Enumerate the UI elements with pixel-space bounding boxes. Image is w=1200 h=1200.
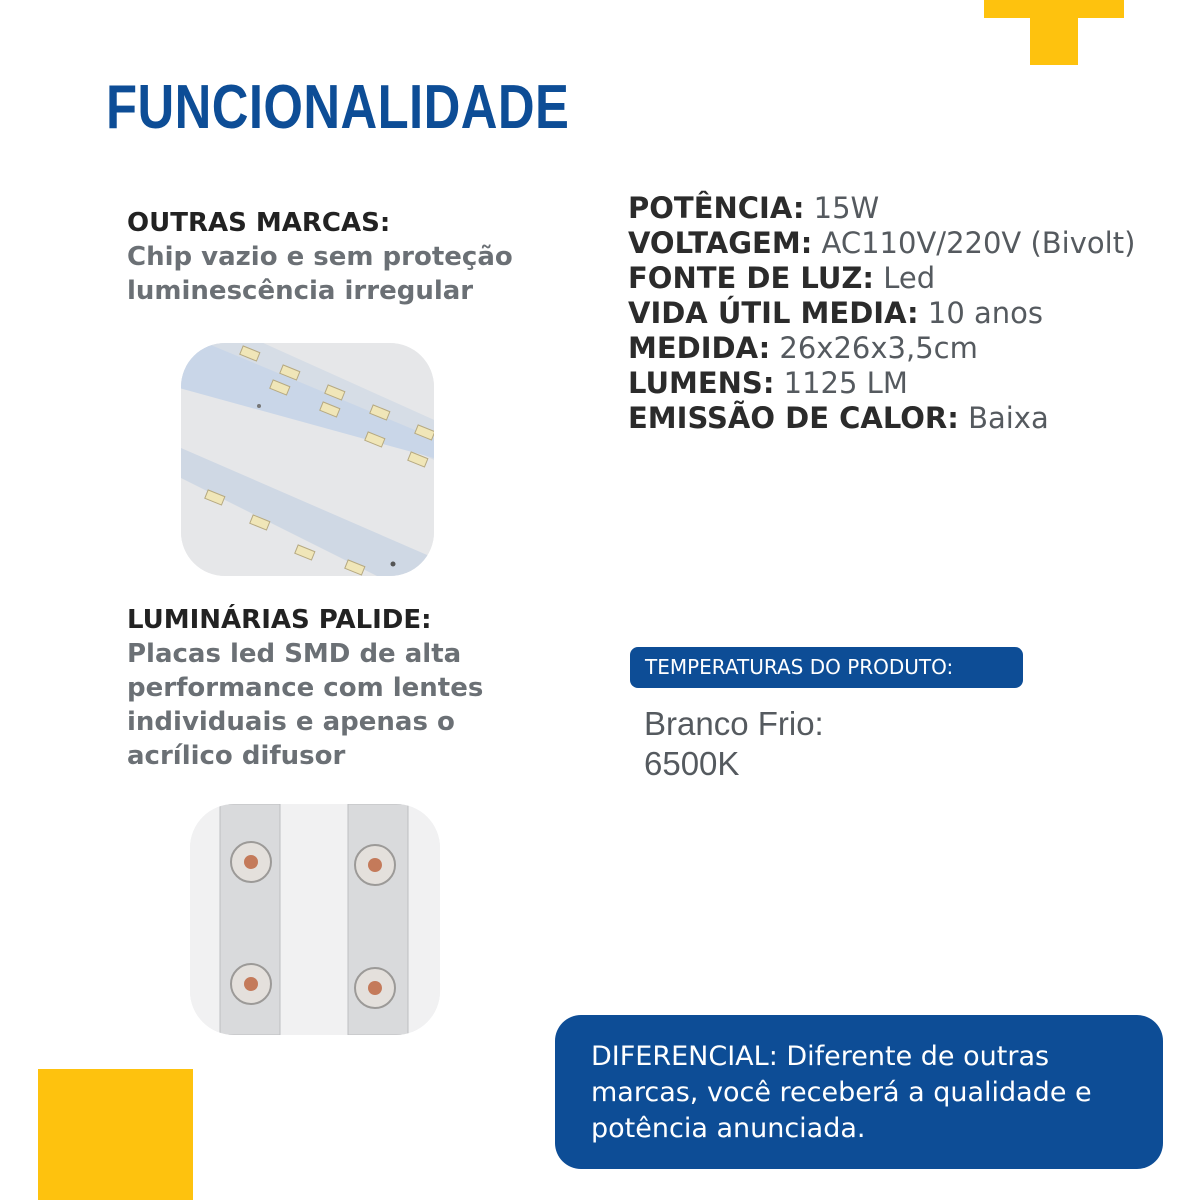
differential-box — [555, 1015, 1163, 1169]
led-strip-photo — [181, 343, 434, 576]
spec-value: AC110V/220V (Bivolt) — [812, 226, 1136, 260]
spec-key: MEDIDA: — [628, 331, 771, 365]
spec-row — [628, 401, 1135, 436]
other-brands-block — [127, 206, 513, 308]
palide-heading: LUMINÁRIAS PALIDE: — [127, 605, 432, 635]
other-brands-heading: OUTRAS MARCAS: — [127, 208, 391, 238]
other-brands-line: Chip vazio e sem proteção — [127, 242, 513, 272]
differential-line: DIFERENCIAL: Diferente de outras — [591, 1041, 1050, 1072]
spec-key: POTÊNCIA: — [628, 191, 805, 225]
led-strip-illustration — [181, 343, 434, 576]
differential-line: potência anunciada. — [591, 1113, 866, 1144]
spec-list — [628, 191, 1135, 436]
spec-value: 10 anos — [918, 296, 1043, 330]
differential-line: marcas, você receberá a qualidade e — [591, 1077, 1092, 1108]
spec-row — [628, 191, 1135, 226]
spec-row — [628, 331, 1135, 366]
spec-key: FONTE DE LUZ: — [628, 261, 875, 295]
spec-row — [628, 226, 1135, 261]
spec-key: EMISSÃO DE CALOR: — [628, 401, 959, 435]
led-lens-illustration — [190, 804, 440, 1035]
spec-value: 1125 LM — [774, 366, 908, 400]
palide-line: acrílico difusor — [127, 741, 346, 771]
temperature-label-badge: TEMPERATURAS DO PRODUTO: — [630, 647, 1023, 688]
spec-key: VOLTAGEM: — [628, 226, 813, 260]
spec-value: Led — [874, 261, 936, 295]
other-brands-line: luminescência irregular — [127, 276, 474, 306]
temperature-line: Branco Frio: — [644, 705, 824, 742]
palide-line: individuais e apenas o — [127, 707, 455, 737]
spec-key: LUMENS: — [628, 366, 775, 400]
spec-value: Baixa — [958, 401, 1049, 435]
page-title: FUNCIONALIDADE — [106, 73, 570, 142]
spec-value: 26x26x3,5cm — [770, 331, 978, 365]
bottom-left-yellow-square — [38, 1069, 193, 1200]
spec-row — [628, 296, 1135, 331]
palide-line: Placas led SMD de alta — [127, 639, 462, 669]
top-right-yellow-block — [1030, 0, 1078, 65]
temperature-values — [644, 704, 824, 784]
spec-row — [628, 366, 1135, 401]
led-lens-board-photo — [190, 804, 440, 1035]
temperature-line: 6500K — [644, 745, 740, 782]
spec-value: 15W — [804, 191, 880, 225]
palide-line: performance com lentes — [127, 673, 484, 703]
spec-key: VIDA ÚTIL MEDIA: — [628, 296, 919, 330]
spec-row — [628, 261, 1135, 296]
palide-block — [127, 603, 483, 773]
